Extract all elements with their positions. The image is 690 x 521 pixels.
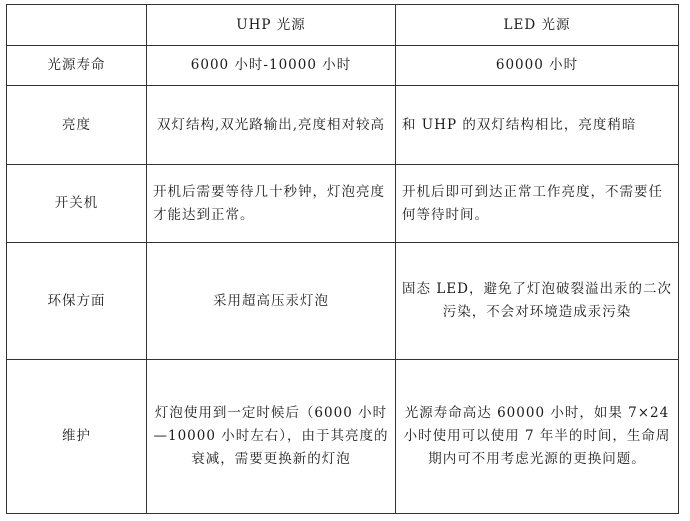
- row-label: 亮度: [7, 86, 147, 165]
- row-label: 维护: [7, 360, 147, 514]
- table-row: [7, 46, 679, 86]
- led-cell: 固态 LED，避免了灯泡破裂溢出汞的二次污染，不会对环境造成汞污染: [396, 243, 679, 360]
- led-cell: 光源寿命高达 60000 小时，如果 7×24 小时使用可以使用 7 年半的时间，生命周期内可不用考虑光源的更换问题。: [396, 360, 679, 514]
- table-row: [7, 243, 679, 360]
- table-row: [7, 165, 679, 243]
- led-cell: 开机后即可到达正常工作亮度，不需要任何等待时间。: [396, 165, 679, 243]
- header-cell-uhp: UHP 光源: [147, 5, 396, 46]
- uhp-cell: 开机后需要等待几十秒钟，灯泡亮度才能达到正常。: [147, 165, 396, 243]
- row-label: 光源寿命: [7, 46, 147, 86]
- row-label: 开关机: [7, 165, 147, 243]
- row-label: 环保方面: [7, 243, 147, 360]
- header-cell-empty: [7, 5, 147, 46]
- comparison-table: [6, 4, 679, 514]
- table-row: [7, 86, 679, 165]
- table-row: [7, 360, 679, 514]
- uhp-cell: 灯泡使用到一定时候后（6000 小时—10000 小时左右），由于其亮度的衰减，需要更换新的灯泡: [147, 360, 396, 514]
- uhp-cell: 采用超高压汞灯泡: [147, 243, 396, 360]
- table-header-row: [7, 5, 679, 46]
- uhp-cell: 6000 小时-10000 小时: [147, 46, 396, 86]
- led-cell: 60000 小时: [396, 46, 679, 86]
- header-cell-led: LED 光源: [396, 5, 679, 46]
- uhp-cell: 双灯结构,双光路输出,亮度相对较高: [147, 86, 396, 165]
- led-cell: 和 UHP 的双灯结构相比，亮度稍暗: [396, 86, 679, 165]
